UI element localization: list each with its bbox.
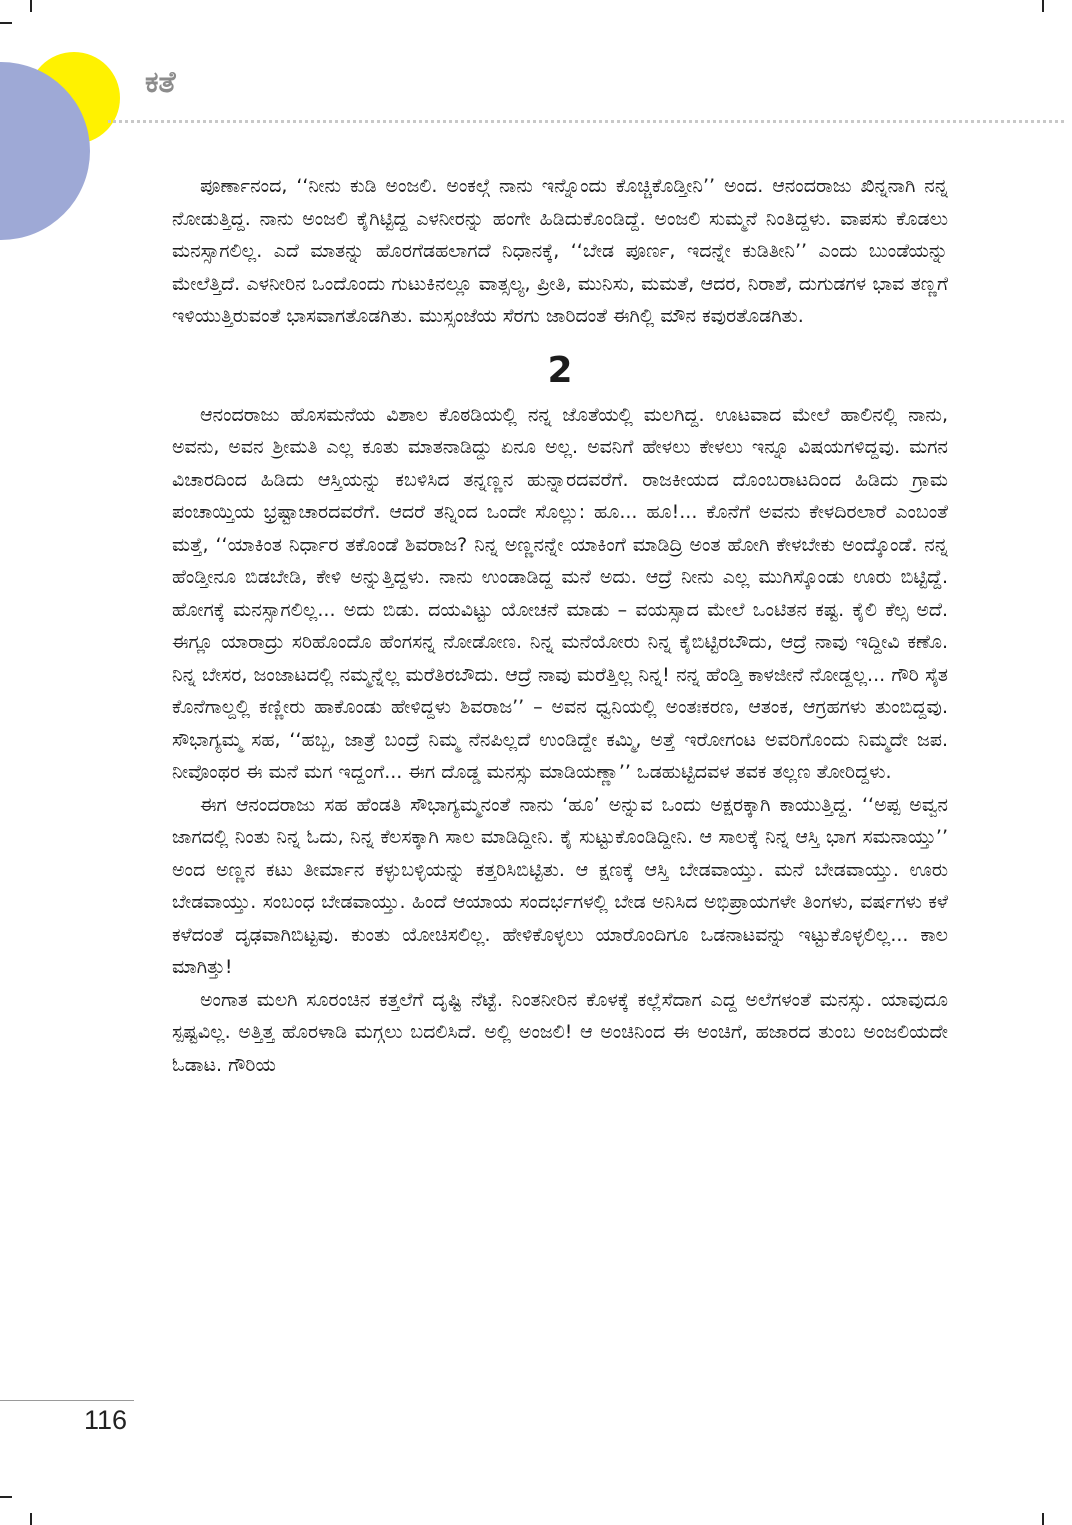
paragraph: ಆನಂದರಾಜು ಹೊಸಮನೆಯ ವಿಶಾಲ ಕೊಠಡಿಯಲ್ಲಿ ನನ್ನ ಜೊತೆಯಲ್ಲಿ ಮಲಗಿದ್ದ. ಊಟವಾದ ಮೇಲೆ ಹಾಲಿನಲ್ಲಿ ನಾನು, ಅವನು, ಅವನ ಶ್ರೀಮತಿ ಎಲ್ಲ ಕೂತು ಮಾತನಾಡಿದ್ದು ಏನೂ ಅಲ್ಲ. ಅವನಿಗೆ ಹೇಳಲು ಕೇಳಲು ಇನ್ನೂ ವಿಷಯಗಳಿದ್ದವು. ಮಗನ ವಿಚಾರದಿಂದ ಹಿಡಿದು ಆಸ್ತಿಯನ್ನು ಕಬಳಿಸಿದ ತನ್ನಣ್ಣನ ಹುನ್ನಾರದವರೆಗೆ. ರಾಜಕೀಯದ ದೊಂಬರಾಟದಿಂದ ಹಿಡಿದು ಗ್ರಾಮ ಪಂಚಾಯ್ತಿಯ ಭ್ರಷ್ಟಾಚಾರದವರೆಗೆ. ಆದರೆ ತನ್ನಿಂದ ಒಂದೇ ಸೊಲ್ಲು: ಹೂ... ಹೂ!... ಕೊನೆಗೆ ಅವನು ಕೇಳದಿರಲಾರೆ ಎಂಬಂತೆ ಮತ್ತೆ, ‘‘ಯಾಕಿಂತ ನಿರ್ಧಾರ ತಕೊಂಡೆ ಶಿವರಾಜ? ನಿನ್ನ ಅಣ್ಣನನ್ನೇ ಯಾಕಿಂಗೆ ಮಾಡಿದ್ರಿ ಅಂತ ಹೋಗಿ ಕೇಳಬೇಕು ಅಂದ್ಕೊಂಡೆ. ನನ್ನ ಹೆಂಡ್ತೀನೂ ಬಿಡಬೇಡಿ, ಕೇಳಿ ಅನ್ನುತ್ತಿದ್ದಳು. ನಾನು ಉಂಡಾಡಿದ್ದ ಮನೆ ಅದು. ಆದ್ರೆ ನೀನು ಎಲ್ಲ ಮುಗಿಸ್ಕೊಂಡು ಊರು ಬಿಟ್ಟಿದ್ದೆ. ಹೋಗಕ್ಕೆ ಮನಸ್ಸಾಗಲಿಲ್ಲ... ಅದು ಬಿಡು. ದಯವಿಟ್ಟು ಯೋಚನೆ ಮಾಡು – ವಯಸ್ಸಾದ ಮೇಲೆ ಒಂಟಿತನ ಕಷ್ಟ. ಕೈಲಿ ಕೆಲ್ಸ ಅದೆ. ಈಗ್ಲೂ ಯಾರಾದ್ರು ಸರಿಹೊಂದೊ ಹೆಂಗಸನ್ನ ನೋಡೋಣ. ನಿನ್ನ ಮನೆಯೋರು ನಿನ್ನ ಕೈಬಿಟ್ಟಿರಬೌದು, ಆದ್ರೆ ನಾವು ಇದ್ದೀವಿ ಕಣೊ. ನಿನ್ನ ಬೇಸರ, ಜಂಜಾಟದಲ್ಲಿ ನಮ್ಮನ್ನೆಲ್ಲ ಮರೆತಿರಬೌದು. ಆದ್ರೆ ನಾವು ಮರೆತ್ತಿಲ್ಲ ನಿನ್ನ! ನನ್ನ ಹೆಂಡ್ತಿ ಕಾಳಜೀನೆ ನೋಡ್ದಲ್ಲ... ಗೌರಿ ಸೈತ ಕೊನೆಗಾಲ್ದಲ್ಲಿ ಕಣ್ಣೀರು ಹಾಕೊಂಡು ಹೇಳಿದ್ದಳು ಶಿವರಾಜ’’ – ಅವನ ಧ್ವನಿಯಲ್ಲಿ ಅಂತಃಕರಣ, ಆತಂಕ, ಆಗ್ರಹಗಳು ತುಂಬಿದ್ದವು. ಸೌಭಾಗ್ಯಮ್ಮ ಸಹ, ‘‘ಹಬ್ಬ, ಜಾತ್ರೆ ಬಂದ್ರೆ ನಿಮ್ಮ ನೆನಪಿಲ್ಲದೆ ಉಂಡಿದ್ದೇ ಕಮ್ಮಿ, ಅತ್ತೆ ಇರೋಗಂಟ ಅವರಿಗೊಂದು ನಿಮ್ಮದೇ ಜಪ. ನೀವೊಂಥರ ಈ ಮನೆ ಮಗ ಇದ್ದಂಗೆ... ಈಗ ದೊಡ್ಡ ಮನಸ್ಸು ಮಾಡಿಯಣ್ಣಾ’’ ಒಡಹುಟ್ಟಿದವಳ ತವಕ ತಲ್ಲಣ ತೋರಿದ್ದಳು. — [172, 403, 948, 783]
section-label: ಕತೆ — [145, 65, 176, 100]
crop-mark-left-upper — [0, 22, 12, 24]
paragraph: ಈಗ ಆನಂದರಾಜು ಸಹ ಹೆಂಡತಿ ಸೌಭಾಗ್ಯಮ್ಮನಂತೆ ನಾನು ‘ಹೂ’ ಅನ್ನುವ ಒಂದು ಅಕ್ಷರಕ್ಕಾಗಿ ಕಾಯುತ್ತಿದ್ದ. ‘‘ಅಪ್ಪ ಅವ್ವನ ಜಾಗದಲ್ಲಿ ನಿಂತು ನಿನ್ನ ಓದು, ನಿನ್ನ ಕೆಲಸಕ್ಕಾಗಿ ಸಾಲ ಮಾಡಿದ್ದೀನಿ. ಕೈ ಸುಟ್ಟುಕೊಂಡಿದ್ದೀನಿ. ಆ ಸಾಲಕ್ಕೆ ನಿನ್ನ ಆಸ್ತಿ ಭಾಗ ಸಮನಾಯ್ತು’’ ಅಂದ ಅಣ್ಣನ ಕಟು ತೀರ್ಮಾನ ಕಳ್ಳುಬಳ್ಳಿಯನ್ನು ಕತ್ತರಿಸಿಬಿಟ್ಟಿತು. ಆ ಕ್ಷಣಕ್ಕೆ ಆಸ್ತಿ ಬೇಡವಾಯ್ತು. ಮನೆ ಬೇಡವಾಯ್ತು. ಊರು ಬೇಡವಾಯ್ತು. ಸಂಬಂಧ ಬೇಡವಾಯ್ತು. ಹಿಂದೆ ಆಯಾಯ ಸಂದರ್ಭಗಳಲ್ಲಿ ಬೇಡ ಅನಿಸಿದ ಅಭಿಪ್ರಾಯಗಳೇ ತಿಂಗಳು, ವರ್ಷಗಳು ಕಳೆ ಕಳೆದಂತೆ ದೃಢವಾಗಿಬಿಟ್ಟವು. ಕುಂತು ಯೋಚಿಸಲಿಲ್ಲ. ಹೇಳಿಕೊಳ್ಳಲು ಯಾರೊಂದಿಗೂ ಒಡನಾಟವನ್ನು ಇಟ್ಟುಕೊಳ್ಳಲಿಲ್ಲ... ಕಾಲ ಮಾಗಿತ್ತು! — [172, 793, 948, 978]
footer-rule — [0, 1400, 134, 1401]
header-dotted-rule — [108, 120, 1064, 123]
crop-mark-bottom-right — [1042, 1513, 1044, 1525]
chapter-number: 2 — [547, 349, 573, 391]
crop-mark-bottom-left — [0, 1496, 12, 1498]
crop-mark-bottom-left-v — [30, 1513, 32, 1525]
page-body — [172, 170, 948, 1385]
crop-mark-top-right — [1042, 0, 1044, 12]
page-number: 116 — [84, 1405, 128, 1435]
paragraph: ಪೂರ್ಣಾನಂದ, ‘‘ನೀನು ಕುಡಿ ಅಂಜಲಿ. ಅಂಕಲ್ಗೆ ನಾನು ಇನ್ನೊಂದು ಕೊಚ್ಚಿಕೊಡ್ತೀನಿ’’ ಅಂದ. ಆನಂದರಾಜು ಖಿನ್ನನಾಗಿ ನನ್ನ ನೋಡುತ್ತಿದ್ದ. ನಾನು ಅಂಜಲಿ ಕೈಗಿಟ್ಟಿದ್ದ ಎಳನೀರನ್ನು ಹಂಗೇ ಹಿಡಿದುಕೊಂಡಿದ್ದೆ. ಅಂಜಲಿ ಸುಮ್ಮನೆ ನಿಂತಿದ್ದಳು. ವಾಪಸು ಕೊಡಲು ಮನಸ್ಸಾಗಲಿಲ್ಲ. ಎದೆ ಮಾತನ್ನು ಹೊರಗೆಡಹಲಾಗದೆ ನಿಧಾನಕ್ಕೆ, ‘‘ಬೇಡ ಪೂರ್ಣ, ಇದನ್ನೇ ಕುಡಿತೀನಿ’’ ಎಂದು ಬುಂಡೆಯನ್ನು ಮೇಲೆತ್ತಿದೆ. ಎಳನೀರಿನ ಒಂದೊಂದು ಗುಟುಕಿನಲ್ಲೂ ವಾತ್ಸಲ್ಯ, ಪ್ರೀತಿ, ಮುನಿಸು, ಮಮತೆ, ಆದರ, ನಿರಾಶೆ, ದುಗುಡಗಳ ಭಾವ ತಣ್ಣಗೆ ಇಳಿಯುತ್ತಿರುವಂತೆ ಭಾಸವಾಗತೊಡಗಿತು. ಮುಸ್ಸಂಜೆಯ ಸೆರಗು ಜಾರಿದಂತೆ ಈಗಿಲ್ಲಿ ಮೌನ ಕವುರತೊಡಗಿತು. — [172, 175, 948, 327]
crop-mark-top-left — [30, 0, 32, 12]
paragraph: ಅಂಗಾತ ಮಲಗಿ ಸೂರಂಚಿನ ಕತ್ತಲೆಗೆ ದೃಷ್ಟಿ ನೆಟ್ಟೆ. ನಿಂತನೀರಿನ ಕೊಳಕ್ಕೆ ಕಲ್ಲೆಸೆದಾಗ ಎದ್ದ ಅಲೆಗಳಂತೆ ಮನಸ್ಸು. ಯಾವುದೂ ಸ್ಪಷ್ಟವಿಲ್ಲ. ಅತ್ತಿತ್ತ ಹೊರಳಾಡಿ ಮಗ್ಗಲು ಬದಲಿಸಿದೆ. ಅಲ್ಲಿ ಅಂಜಲಿ! ಆ ಅಂಚಿನಿಂದ ಈ ಅಂಚಿಗೆ, ಹಜಾರದ ತುಂಬ ಅಂಜಲಿಯದೇ ಓಡಾಟ. ಗೌರಿಯ — [172, 988, 948, 1076]
